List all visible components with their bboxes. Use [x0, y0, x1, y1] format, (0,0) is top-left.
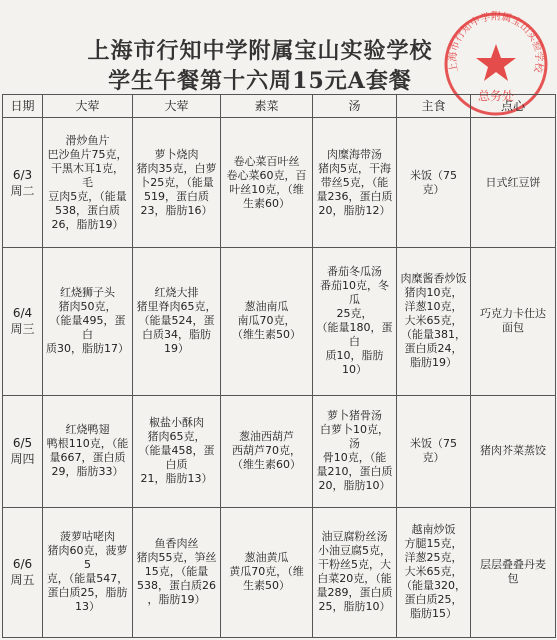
dish-detail: 量236，蛋白质: [316, 189, 393, 203]
dish-detail: 量289，蛋白质: [316, 586, 393, 600]
weekday: 周二: [10, 183, 35, 198]
column-header: 主食: [397, 95, 471, 118]
column-header: 大荤: [133, 95, 221, 118]
dish-name: 鱼香肉丝: [154, 537, 199, 551]
date: 6/5: [12, 436, 33, 451]
dish-detail: 猪肉5克，干海: [318, 161, 391, 175]
soup-cell: [313, 507, 397, 637]
dish-detail: 白萝卜10克，汤: [320, 423, 389, 451]
date-cell: [3, 507, 43, 637]
dish-detail: 538，蛋白质26: [137, 579, 216, 593]
dish-detail: 生素60）: [243, 196, 290, 210]
weekday: 周五: [10, 573, 35, 588]
dish-name: 葱油西葫芦: [239, 430, 294, 444]
dish-detail: 脂肪15）: [410, 607, 457, 621]
table-row: [3, 395, 556, 507]
vegetable-cell: [221, 395, 313, 507]
dish-detail: 洋葱25克，: [404, 551, 463, 565]
dish-detail: 卷心菜60克，百: [226, 168, 307, 182]
dish-detail: 13）: [75, 600, 100, 614]
dish-name: 越南炒饭: [411, 523, 456, 537]
column-header: 汤: [313, 95, 397, 118]
dish-detail: 克）: [422, 182, 445, 196]
dish-detail: 猪肉55克，笋丝: [136, 551, 217, 565]
dish-detail: 巴沙鱼片75克，: [47, 147, 128, 161]
dish-name: 番茄冬瓜汤: [327, 265, 382, 279]
dish-detail: 蛋白质25，脂肪: [47, 586, 128, 600]
dish-detail: 量210，蛋白质: [316, 465, 393, 479]
dish-detail: 干黑木耳1克，毛: [51, 161, 124, 189]
soup-cell: [313, 395, 397, 507]
school-title: 上海市行知中学附属宝山实验学校: [87, 38, 433, 64]
weekday: 周四: [10, 452, 35, 467]
dish-detail: 20，脂肪10）: [318, 479, 391, 493]
dish-detail: 卜25克，（能量: [139, 175, 214, 189]
dish-detail: （能量495，蛋白: [49, 314, 126, 342]
dish-detail: 带丝5克，（能: [320, 175, 389, 189]
column-header: 素菜: [221, 95, 313, 118]
dish-detail: 猪肉65克，: [147, 430, 206, 444]
dish-name: 米饭（75: [410, 168, 457, 182]
vegetable-cell: [221, 118, 313, 248]
dish-name: 红烧鸭翅: [65, 423, 110, 437]
dish-detail: 干粉丝5克，大: [318, 558, 391, 572]
dish-detail: 西葫芦70克，: [232, 444, 301, 458]
dish-detail: 面包: [502, 321, 524, 335]
dish-detail: 20，脂肪12）: [318, 203, 391, 217]
dish-detail: 29，脂肪33）: [51, 465, 124, 479]
dish-detail: 白质34，脂肪: [142, 328, 211, 342]
dish-name: 层层叠叠丹麦: [480, 558, 546, 572]
dish-detail: 黄瓜70克，（维: [229, 565, 304, 579]
dish-detail: 克，（能量547，: [46, 572, 129, 586]
main-dish-1-cell: [43, 248, 133, 396]
dish-detail: （能量180，蛋白: [316, 321, 393, 349]
staple-cell: [397, 507, 471, 637]
table-row: [3, 507, 556, 637]
date: 6/6: [12, 557, 33, 572]
dish-detail: 15克，（能量: [144, 565, 209, 579]
weekday: 周三: [10, 322, 35, 337]
dish-detail: 生素50）: [243, 579, 290, 593]
column-header: 日期: [3, 95, 43, 118]
menu-title: 学生午餐第十六周15元A套餐: [108, 68, 412, 94]
dish-detail: ，脂肪19）: [147, 593, 206, 607]
snack-cell: [471, 395, 556, 507]
vegetable-cell: [221, 248, 313, 396]
dish-detail: 19）: [164, 342, 189, 356]
snack-cell: [471, 248, 556, 396]
table-header-row: [3, 95, 556, 118]
soup-cell: [313, 118, 397, 248]
date-cell: [3, 118, 43, 248]
svg-text:总务处: 总务处: [477, 89, 515, 103]
dish-name: 葱油黄瓜: [244, 551, 289, 565]
dish-detail: 包: [507, 572, 519, 586]
table-row: [3, 118, 556, 248]
dish-detail: （维生素60）: [232, 458, 301, 472]
dish-detail: 猪里脊肉65克，: [136, 300, 217, 314]
dish-detail: 蛋白质24，: [404, 342, 463, 356]
dish-name: 椒盐小酥肉: [149, 416, 204, 430]
column-header: 大荤: [43, 95, 133, 118]
snack-cell: [471, 507, 556, 637]
dish-detail: 25克，: [336, 307, 373, 321]
dish-detail: 猪肉35克，白萝: [136, 161, 217, 175]
dish-name: 米饭（75: [410, 437, 457, 451]
dish-detail: 南瓜70克，: [237, 314, 296, 328]
dish-name: 卷心菜百叶丝: [233, 154, 300, 168]
dish-detail: （能量381，: [401, 328, 466, 342]
dish-detail: 质10，脂肪10）: [325, 349, 384, 377]
snack-cell: [471, 118, 556, 248]
dish-detail: 21，脂肪13）: [140, 472, 213, 486]
dish-detail: 鸭根110克，（能: [46, 437, 129, 451]
dish-name: 油豆腐粉丝汤: [321, 530, 388, 544]
date: 6/4: [12, 306, 33, 321]
main-dish-1-cell: [43, 507, 133, 637]
main-dish-2-cell: [133, 248, 221, 396]
main-dish-2-cell: [133, 507, 221, 637]
soup-cell: [313, 248, 397, 396]
dish-detail: 洋葱10克，: [404, 300, 463, 314]
dish-name: 红烧狮子头: [60, 286, 115, 300]
dish-detail: 猪肉60克，菠萝5: [47, 544, 128, 572]
dish-detail: 白菜20克，（能: [317, 572, 392, 586]
dish-detail: 脂肪19）: [410, 356, 457, 370]
dish-detail: 猪肉50克，: [58, 300, 117, 314]
dish-name: 萝卜烧肉: [154, 147, 199, 161]
dish-name: 猪肉芥菜蒸饺: [480, 444, 546, 458]
table-row: [3, 248, 556, 396]
dish-detail: 25，脂肪10）: [318, 600, 391, 614]
main-dish-2-cell: [133, 395, 221, 507]
dish-name: 葱油南瓜: [244, 300, 289, 314]
dish-name: 菠萝咕咾肉: [60, 530, 115, 544]
dish-detail: 26，脂肪19）: [51, 217, 124, 231]
dish-detail: （能量320，: [401, 579, 466, 593]
dish-detail: 大米65克，: [404, 314, 463, 328]
dish-detail: 质30，脂肪17）: [46, 342, 129, 356]
dish-detail: （维生素50）: [232, 328, 301, 342]
date: 6/3: [12, 167, 33, 182]
dish-detail: （能量524，蛋: [138, 314, 215, 328]
dish-detail: 方腿15克，: [404, 537, 463, 551]
dish-detail: 豆肉5克，（能量: [48, 189, 127, 203]
dish-detail: 538，蛋白质: [55, 203, 120, 217]
staple-cell: [397, 248, 471, 396]
dish-detail: 大米65克，: [404, 565, 463, 579]
dish-detail: 猪肉10克，: [404, 286, 463, 300]
dish-detail: 519，蛋白质: [144, 189, 209, 203]
lunch-menu-table: [2, 94, 556, 638]
dish-name: 萝卜猪骨汤: [327, 409, 382, 423]
dish-name: 日式红豆饼: [485, 175, 541, 189]
staple-cell: [397, 395, 471, 507]
svg-text:上海市行知中学附属宝山实验学校: 上海市行知中学附属宝山实验学校: [447, 11, 545, 74]
vegetable-cell: [221, 507, 313, 637]
main-dish-1-cell: [43, 118, 133, 248]
dish-name: 巧克力卡仕达: [480, 307, 546, 321]
dish-detail: 叶丝10克，（维: [229, 182, 304, 196]
dish-detail: 23，脂肪16）: [140, 203, 213, 217]
dish-detail: （能量458，蛋白质: [138, 444, 215, 472]
dish-detail: 小油豆腐5克，: [318, 544, 391, 558]
dish-name: 肉糜酱香炒饭: [400, 272, 467, 286]
dish-detail: 蛋白质25，: [404, 593, 463, 607]
main-dish-2-cell: [133, 118, 221, 248]
dish-name: 红烧大排: [154, 286, 199, 300]
dish-name: 肉糜海带汤: [327, 147, 382, 161]
staple-cell: [397, 118, 471, 248]
dish-detail: 克）: [422, 451, 445, 465]
dish-name: 滑炒鱼片: [65, 133, 110, 147]
dish-detail: 番茄10克，冬瓜: [320, 279, 389, 307]
main-dish-1-cell: [43, 395, 133, 507]
date-cell: [3, 395, 43, 507]
dish-detail: 骨10克，（能: [322, 451, 387, 465]
date-cell: [3, 248, 43, 396]
column-header: 点心: [471, 95, 556, 118]
dish-detail: 量667，蛋白质: [49, 451, 126, 465]
